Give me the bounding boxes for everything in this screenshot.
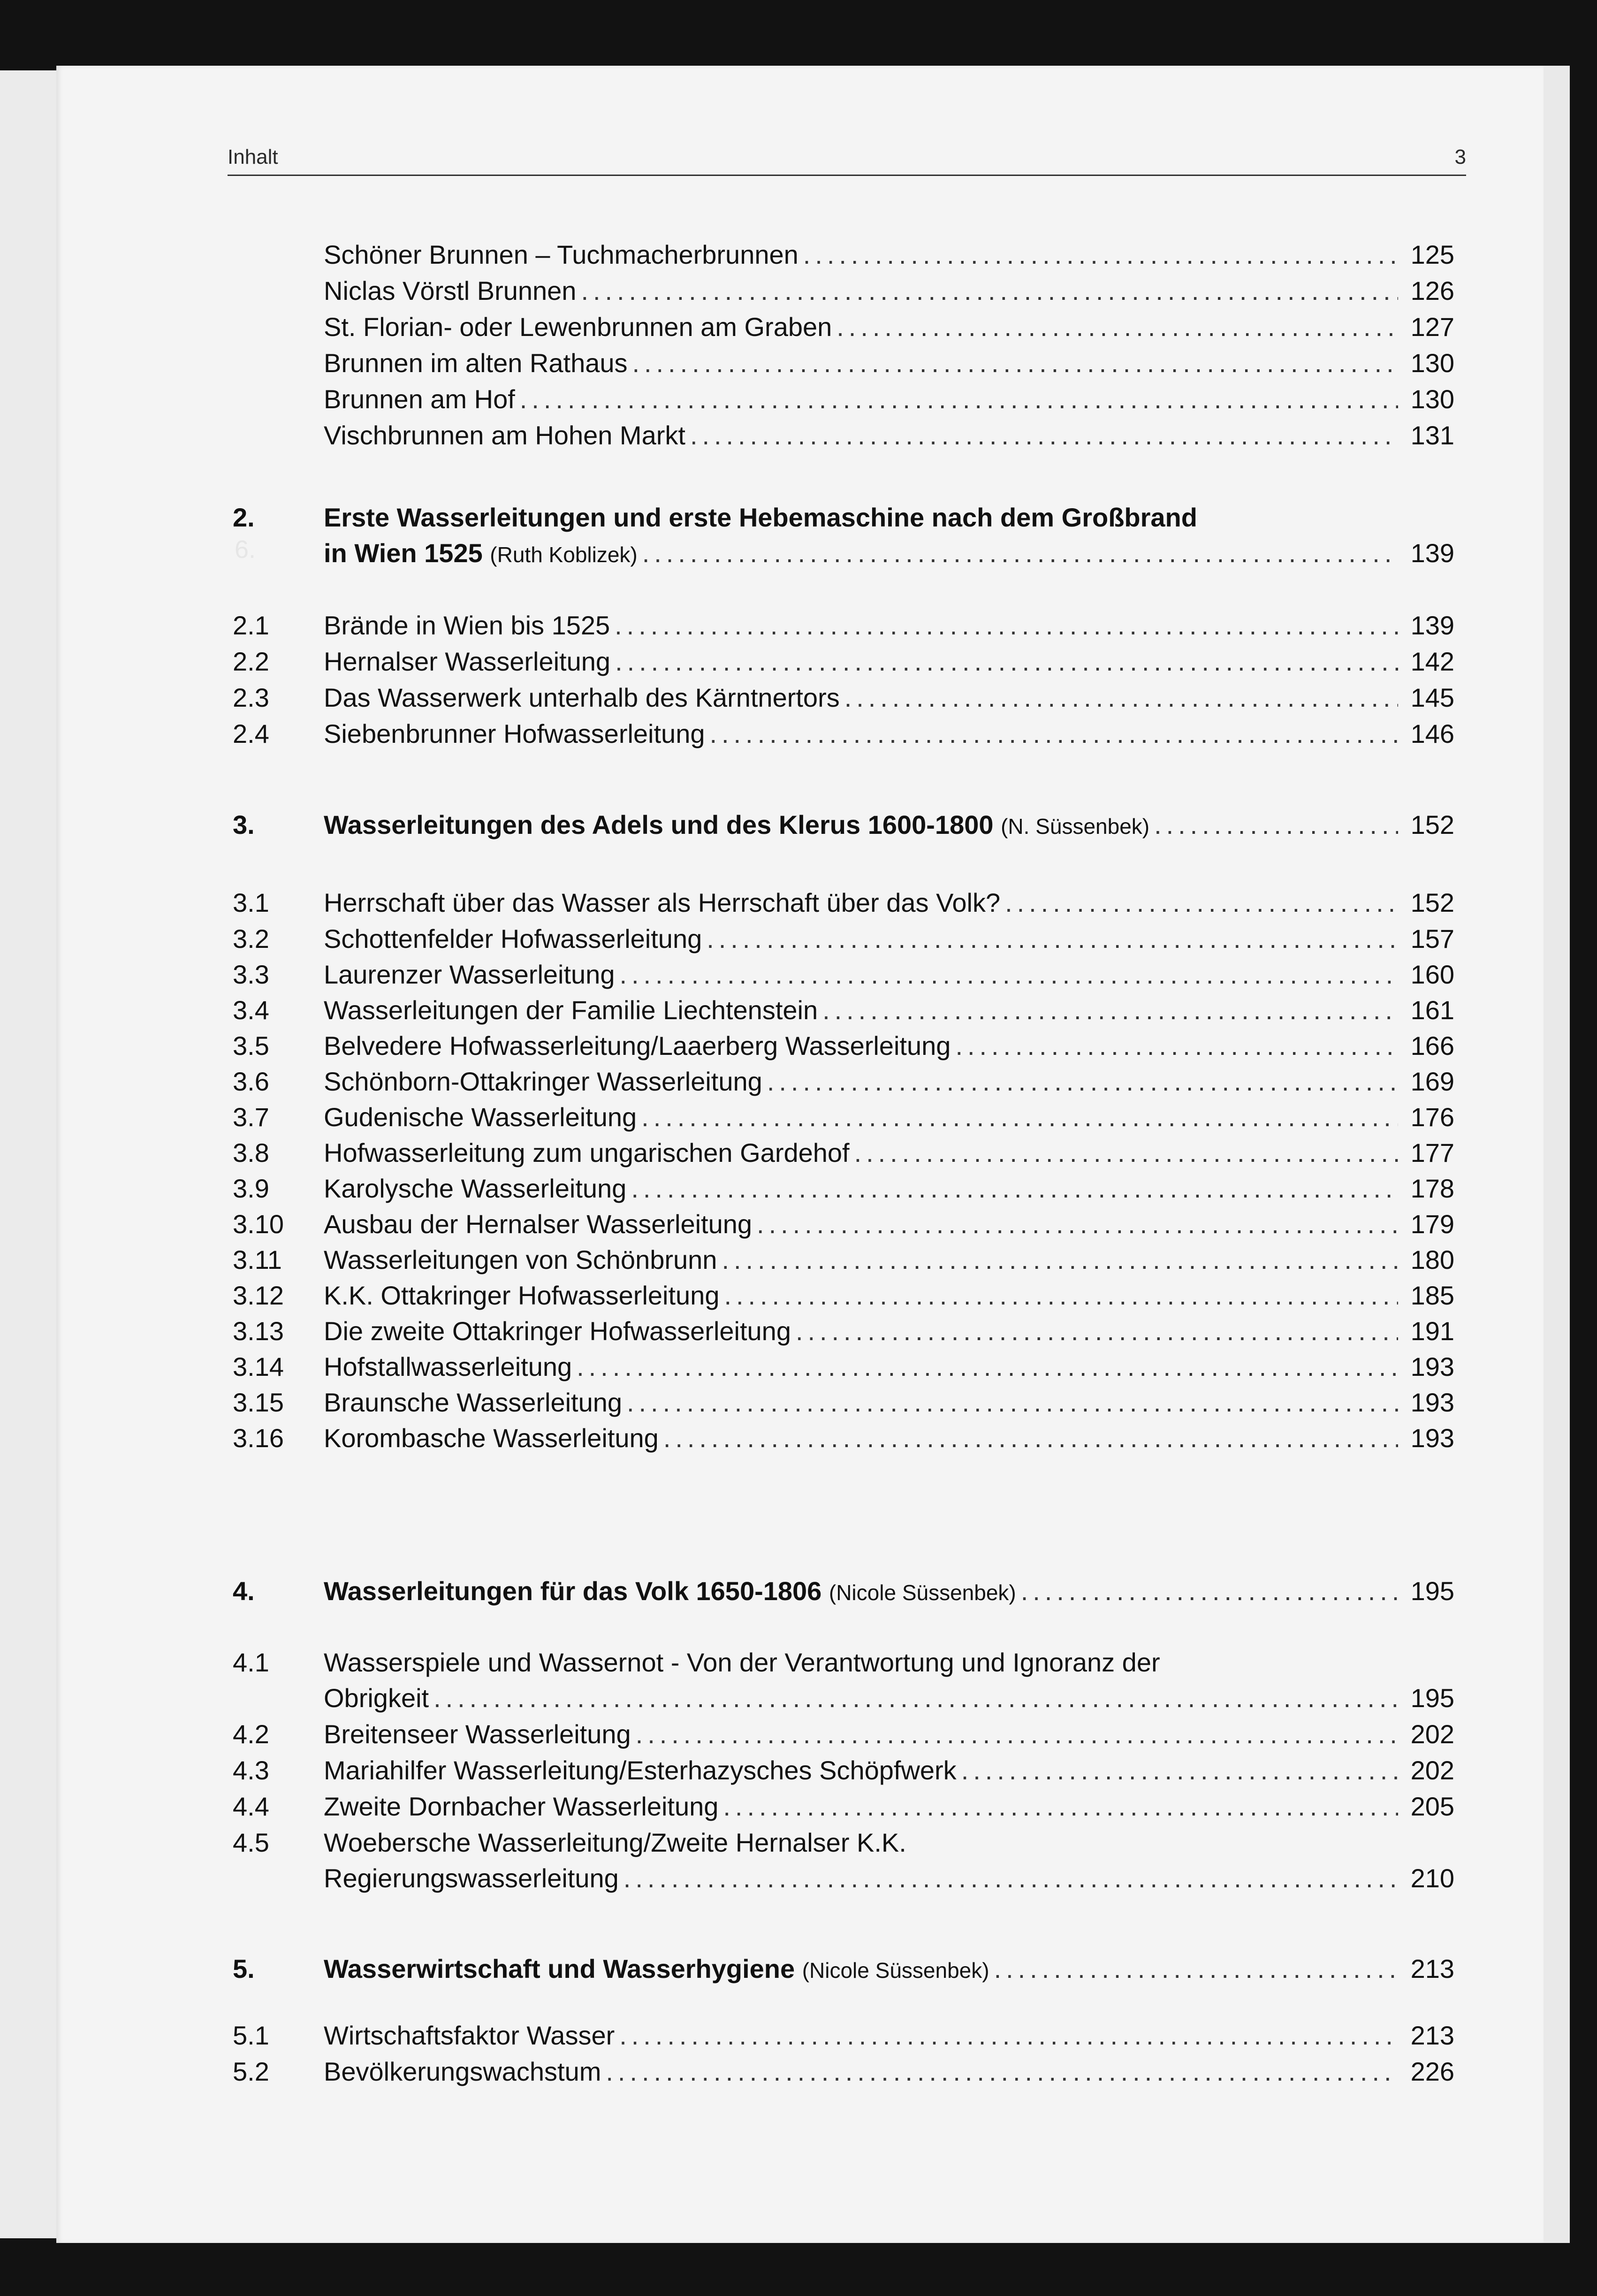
toc-leader-dots	[757, 1206, 1398, 1242]
toc-entry-number: 3.9	[233, 1174, 269, 1203]
toc-leader-dots	[796, 1313, 1398, 1349]
toc-entry-title: Das Wasserwerk unterhalb des Kärntnertors	[324, 683, 840, 712]
toc-entry-title: Brunnen am Hof	[324, 384, 515, 414]
table-of-contents	[56, 66, 1544, 2243]
toc-entry-title: Wirtschaftsfaktor Wasser	[324, 2021, 615, 2050]
toc-entry-number: 3.8	[233, 1138, 269, 1167]
toc-chapter-entry	[56, 1573, 1544, 1611]
toc-leader-dots	[690, 418, 1398, 453]
toc-entry-number: 4.1	[233, 1648, 269, 1677]
toc-leader-dots	[520, 381, 1398, 417]
toc-entry-page: 126	[1410, 276, 1454, 305]
toc-leader-dots	[844, 680, 1398, 716]
toc-entry-page: 142	[1410, 647, 1454, 676]
toc-entry-number: 3.16	[233, 1423, 284, 1453]
toc-entry-title: Ausbau der Hernalser Wasserleitung	[324, 1209, 753, 1239]
toc-leader-dots	[837, 309, 1398, 345]
toc-entry-page: 130	[1410, 348, 1454, 378]
toc-leader-dots	[615, 608, 1398, 643]
toc-entry-title: Vischbrunnen am Hohen Markt	[324, 420, 685, 450]
toc-entry-page: 191	[1410, 1316, 1454, 1346]
toc-entry-number: 4.5	[233, 1828, 269, 1857]
toc-entry	[56, 1420, 1544, 1458]
toc-entry-title: Breitenseer Wasserleitung	[324, 1719, 631, 1749]
toc-entry-title: Wasserleitungen für das Volk 1650-1806	[324, 1576, 822, 1606]
toc-entry-number: 2.4	[233, 719, 269, 748]
toc-entry-page: 193	[1410, 1352, 1454, 1381]
toc-entry-page: 125	[1410, 240, 1454, 269]
toc-entry	[56, 1753, 1544, 1790]
toc-leader-dots	[854, 1135, 1398, 1171]
toc-leader-dots	[723, 1789, 1398, 1824]
toc-leader-dots	[581, 273, 1398, 309]
toc-entry-page: 178	[1410, 1174, 1454, 1203]
toc-entry-number: 3.6	[233, 1067, 269, 1096]
toc-entry-title: Hofstallwasserleitung	[324, 1352, 572, 1381]
toc-entry-number: 2.	[233, 503, 255, 532]
toc-entry-page: 139	[1410, 610, 1454, 640]
toc-entry	[56, 1716, 1544, 1754]
toc-entry-page: 202	[1410, 1719, 1454, 1749]
toc-entry-page: 130	[1410, 384, 1454, 414]
toc-chapter-entry	[56, 807, 1544, 845]
toc-entry-page: 193	[1410, 1423, 1454, 1453]
toc-entry-title: Belvedere Hofwasserleitung/Laaerberg Wasserleitung	[324, 1031, 951, 1060]
toc-entry	[56, 608, 1544, 645]
toc-entry-title: Regierungswasserleitung	[324, 1863, 619, 1893]
toc-entry-page: 127	[1410, 312, 1454, 342]
toc-entry-page: 195	[1410, 1683, 1454, 1713]
toc-entry-title: Hofwasserleitung zum ungarischen Gardehof	[324, 1138, 850, 1167]
toc-entry-page: 169	[1410, 1067, 1454, 1096]
toc-leader-dots	[1005, 885, 1398, 921]
toc-entry-number: 3.14	[233, 1352, 284, 1381]
toc-entry	[56, 1064, 1544, 1101]
toc-entry-author: (Nicole Süssenbek)	[802, 1958, 989, 1983]
toc-entry-title: Wasserleitungen von Schönbrunn	[324, 1245, 717, 1274]
toc-entry-number: 3.	[233, 810, 255, 839]
toc-entry-number: 3.1	[233, 888, 269, 917]
toc-leader-dots	[961, 1753, 1398, 1788]
toc-entry-page: 131	[1410, 420, 1454, 450]
toc-entry	[56, 381, 1544, 419]
toc-entry-page: 145	[1410, 683, 1454, 712]
toc-entry-title: Karolysche Wasserleitung	[324, 1174, 627, 1203]
toc-entry-title: Zweite Dornbacher Wasserleitung	[324, 1792, 719, 1821]
toc-entry	[56, 1171, 1544, 1208]
toc-entry-page: 166	[1410, 1031, 1454, 1060]
toc-entry-number: 4.4	[233, 1792, 269, 1821]
toc-leader-dots	[615, 644, 1398, 679]
toc-leader-dots	[724, 1278, 1398, 1313]
toc-entry-number: 4.2	[233, 1719, 269, 1749]
toc-leader-dots	[636, 1716, 1398, 1752]
toc-entry-number: 5.2	[233, 2057, 269, 2086]
toc-entry-page: 226	[1410, 2057, 1454, 2086]
toc-entry-number: 2.3	[233, 683, 269, 712]
toc-entry-title: Die zweite Ottakringer Hofwasserleitung	[324, 1316, 791, 1346]
toc-entry-title: Niclas Vörstl Brunnen	[324, 276, 577, 305]
header-page-number: 3	[1454, 145, 1466, 168]
toc-leader-dots	[994, 1951, 1398, 1987]
toc-entry-page: 157	[1410, 924, 1454, 953]
toc-entry-author: (N. Süssenbek)	[1001, 814, 1150, 839]
toc-entry-title: Brände in Wien bis 1525	[324, 610, 610, 640]
toc-entry	[56, 273, 1544, 311]
toc-entry-page: 176	[1410, 1102, 1454, 1132]
toc-entry-number: 3.12	[233, 1281, 284, 1310]
toc-entry-number: 3.10	[233, 1209, 284, 1239]
toc-entry	[56, 957, 1544, 994]
toc-entry	[56, 309, 1544, 347]
toc-entry-page: 152	[1410, 888, 1454, 917]
toc-entry-author: (Nicole Süssenbek)	[829, 1580, 1016, 1605]
toc-entry	[56, 1135, 1544, 1173]
toc-leader-dots	[663, 1420, 1398, 1456]
toc-entry-number: 3.7	[233, 1102, 269, 1132]
toc-entry-number: 3.3	[233, 960, 269, 989]
toc-entry	[56, 1278, 1544, 1315]
toc-entry-page: 139	[1410, 538, 1454, 568]
toc-entry-author: (Ruth Koblizek)	[490, 542, 638, 567]
toc-entry-number: 2.2	[233, 647, 269, 676]
toc-entry-title: Wasserwirtschaft und Wasserhygiene	[324, 1954, 795, 1983]
toc-leader-dots	[606, 2054, 1398, 2090]
toc-entry-page: 179	[1410, 1209, 1454, 1239]
toc-leader-dots	[631, 1171, 1398, 1206]
toc-entry-page: 202	[1410, 1755, 1454, 1785]
toc-entry-title: Siebenbrunner Hofwasserleitung	[324, 719, 705, 748]
toc-entry	[56, 992, 1544, 1030]
toc-entry-page: 195	[1410, 1576, 1454, 1606]
toc-leader-dots	[1021, 1573, 1398, 1609]
toc-entry-number: 3.11	[233, 1245, 282, 1274]
toc-entry-page: 160	[1410, 960, 1454, 989]
toc-entry-title: Wasserleitungen des Adels und des Klerus 1600-1800	[324, 810, 994, 839]
toc-leader-dots	[1154, 807, 1398, 843]
toc-leader-dots	[767, 1064, 1398, 1099]
toc-leader-dots	[955, 1028, 1398, 1064]
toc-entry-number: 4.	[233, 1576, 255, 1606]
toc-leader-dots	[627, 1385, 1398, 1420]
left-page-edge	[0, 70, 56, 2238]
toc-leader-dots	[619, 2018, 1398, 2053]
toc-entry-number: 2.1	[233, 610, 269, 640]
toc-entry-title-line1: Woebersche Wasserleitung/Zweite Hernalser K.K.	[324, 1828, 906, 1857]
toc-entry-title: Braunsche Wasserleitung	[324, 1388, 623, 1417]
toc-entry-number: 3.13	[233, 1316, 284, 1346]
document-page	[56, 66, 1544, 2243]
toc-entry-page: 193	[1410, 1388, 1454, 1417]
toc-entry	[56, 644, 1544, 681]
toc-leader-dots	[710, 716, 1399, 752]
toc-leader-dots	[707, 921, 1398, 957]
toc-entry-title: Korombasche Wasserleitung	[324, 1423, 659, 1453]
toc-entry-title: Bevölkerungswachstum	[324, 2057, 601, 2086]
toc-entry-title: Brunnen im alten Rathaus	[324, 348, 628, 378]
toc-entry	[56, 1206, 1544, 1244]
toc-entry	[56, 1825, 1544, 1900]
toc-entry	[56, 885, 1544, 923]
toc-entry-title: Obrigkeit	[324, 1683, 429, 1713]
toc-entry-title: Gudenische Wasserleitung	[324, 1102, 637, 1132]
toc-entry-page: 180	[1410, 1245, 1454, 1274]
toc-entry-page: 152	[1410, 810, 1454, 839]
toc-entry-title: Schönborn-Ottakringer Wasserleitung	[324, 1067, 762, 1096]
toc-entry-title: in Wien 1525	[324, 538, 483, 568]
toc-entry-title: K.K. Ottakringer Hofwasserleitung	[324, 1281, 720, 1310]
toc-entry-page: 161	[1410, 995, 1454, 1025]
toc-entry	[56, 1242, 1544, 1280]
toc-entry-title: Wasserleitungen der Familie Liechtenstein	[324, 995, 818, 1025]
toc-leader-dots	[641, 1099, 1398, 1135]
toc-leader-dots	[577, 1349, 1398, 1385]
toc-entry	[56, 237, 1544, 275]
toc-entry	[56, 345, 1544, 383]
toc-entry-page: 213	[1410, 1954, 1454, 1983]
toc-entry-number: 3.15	[233, 1388, 284, 1417]
toc-entry-title: Hernalser Wasserleitung	[324, 647, 611, 676]
toc-entry	[56, 1385, 1544, 1422]
toc-entry-title-line1: Wasserspiele und Wassernot - Von der Verantwortung und Ignoranz der	[324, 1648, 1160, 1677]
toc-leader-dots	[624, 1861, 1398, 1896]
toc-entry-number: 4.3	[233, 1755, 269, 1785]
toc-leader-dots	[619, 957, 1398, 992]
toc-leader-dots	[642, 535, 1398, 571]
toc-entry	[56, 716, 1544, 754]
toc-entry	[56, 1028, 1544, 1066]
toc-entry-title-line1: Erste Wasserleitungen und erste Hebemaschine nach dem Großbrand	[324, 503, 1197, 532]
show-through-text: 6.	[235, 535, 256, 564]
toc-entry	[56, 1789, 1544, 1826]
toc-entry	[56, 418, 1544, 455]
toc-leader-dots	[803, 237, 1398, 273]
toc-entry	[56, 1349, 1544, 1387]
toc-entry-number: 3.5	[233, 1031, 269, 1060]
toc-entry-number: 5.1	[233, 2021, 269, 2050]
toc-entry	[56, 2018, 1544, 2055]
toc-entry-number: 5.	[233, 1954, 255, 1983]
toc-entry-page: 177	[1410, 1138, 1454, 1167]
toc-entry	[56, 921, 1544, 959]
toc-entry	[56, 2054, 1544, 2091]
toc-entry	[56, 680, 1544, 717]
toc-leader-dots	[632, 345, 1399, 381]
toc-leader-dots	[433, 1680, 1398, 1716]
toc-entry-page: 146	[1410, 719, 1454, 748]
toc-leader-dots	[822, 992, 1398, 1028]
toc-entry	[56, 1645, 1544, 1720]
header-section-title: Inhalt	[228, 145, 278, 168]
toc-entry	[56, 1099, 1544, 1137]
toc-entry-title: Herrschaft über das Wasser als Herrschaft über das Volk?	[324, 888, 1001, 917]
toc-entry-title: Schöner Brunnen – Tuchmacherbrunnen	[324, 240, 798, 269]
toc-chapter-entry	[56, 1951, 1544, 1989]
toc-entry-page: 210	[1410, 1863, 1454, 1893]
toc-chapter-entry	[56, 500, 1544, 575]
toc-entry-page: 213	[1410, 2021, 1454, 2050]
toc-entry-title: St. Florian- oder Lewenbrunnen am Graben	[324, 312, 832, 342]
toc-entry-number: 3.2	[233, 924, 269, 953]
toc-entry	[56, 1313, 1544, 1351]
toc-entry-title: Schottenfelder Hofwasserleitung	[324, 924, 702, 953]
toc-entry-page: 185	[1410, 1281, 1454, 1310]
toc-entry-title: Laurenzer Wasserleitung	[324, 960, 615, 989]
toc-entry-title: Mariahilfer Wasserleitung/Esterhazysches Schöpfwerk	[324, 1755, 957, 1785]
toc-entry-number: 3.4	[233, 995, 269, 1025]
toc-leader-dots	[722, 1242, 1398, 1278]
toc-entry-page: 205	[1410, 1792, 1454, 1821]
